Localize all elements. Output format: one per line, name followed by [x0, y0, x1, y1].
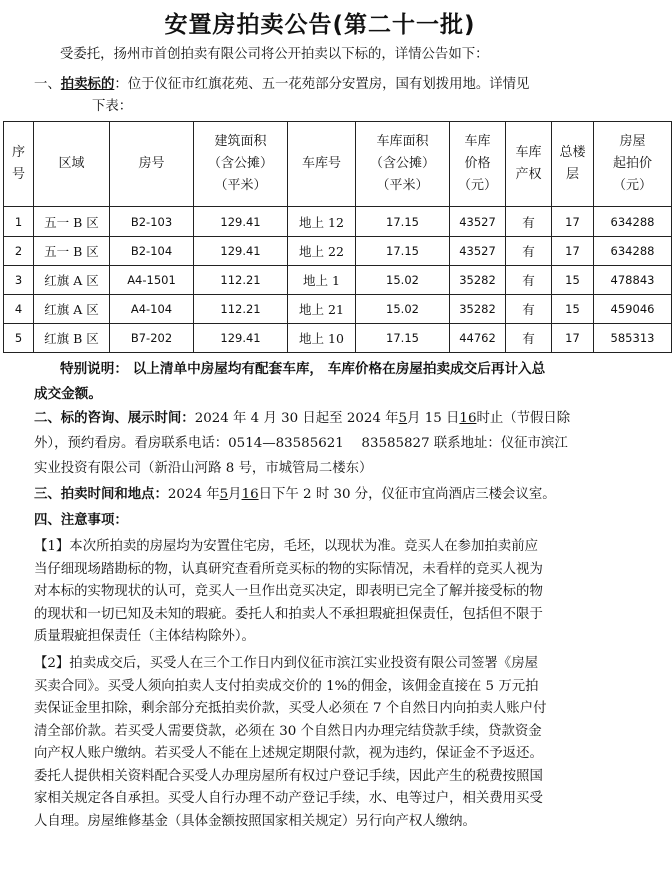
section-1-number: 一、: [34, 77, 61, 92]
cell-floors: 15: [552, 266, 594, 295]
header-build-area: 建筑面积 （含公摊） （平米）: [194, 122, 288, 207]
table-row: [4, 324, 672, 353]
section-1-line-2: 下表：: [92, 99, 133, 114]
header-garage-price: 车库 价格 （元）: [450, 122, 506, 207]
section-2-line-3: 实业投资有限公司（新沿山河路 8 号，市城管局二楼东）: [34, 461, 373, 476]
cell-garage-price: 44762: [450, 324, 506, 353]
table-body: [4, 207, 672, 353]
cell-area: 红旗 B 区: [34, 324, 110, 353]
cell-room: B2-103: [110, 207, 194, 237]
cell-right: 有: [506, 324, 552, 353]
section-2-heading: 二、标的咨询、展示时间：: [34, 411, 195, 426]
header-garage-right: 车库 产权: [506, 122, 552, 207]
page-title: 安置房拍卖公告(第二十一批): [164, 12, 476, 38]
table-row: [4, 237, 672, 266]
cell-area: 红旗 A 区: [34, 295, 110, 324]
cell-garage-no: 地上 12: [288, 207, 356, 237]
cell-right: 有: [506, 237, 552, 266]
cell-floors: 17: [552, 207, 594, 237]
section-1-line-1: [34, 76, 529, 94]
cell-garage-area: 15.02: [356, 266, 450, 295]
cell-build-area: 129.41: [194, 324, 288, 353]
section-1-text: ：位于仪征市红旗花苑、五一花苑部分安置房，国有划拨用地。详情见: [114, 77, 530, 92]
cell-price: 478843: [594, 266, 672, 295]
cell-seq: 5: [4, 324, 34, 353]
header-garage-no: 车库号: [288, 122, 356, 207]
cell-garage-no: 地上 22: [288, 237, 356, 266]
cell-garage-area: 17.15: [356, 237, 450, 266]
section-2-line-2: 外），预约看房。看房联系电话：0514—83585621 83585827 联系地址：仪征市滨江: [34, 436, 568, 451]
table-row: [4, 207, 672, 237]
cell-build-area: 129.41: [194, 237, 288, 266]
section-3-heading: 三、拍卖时间和地点：: [34, 487, 168, 502]
header-area: 区域: [34, 122, 110, 207]
cell-garage-area: 15.02: [356, 295, 450, 324]
header-seq: 序 号: [4, 122, 34, 207]
cell-garage-price: 43527: [450, 207, 506, 237]
cell-right: 有: [506, 207, 552, 237]
cell-right: 有: [506, 295, 552, 324]
cell-price: 634288: [594, 237, 672, 266]
cell-garage-no: 地上 10: [288, 324, 356, 353]
cell-build-area: 112.21: [194, 266, 288, 295]
header-floors: 总楼 层: [552, 122, 594, 207]
cell-area: 五一 B 区: [34, 237, 110, 266]
cell-room: A4-104: [110, 295, 194, 324]
table-row: [4, 295, 672, 324]
section-4-heading: 四、注意事项：: [34, 513, 128, 528]
notice-item-1: 【1】本次所拍卖的房屋均为安置住宅房，毛坯，以现状为准。竞买人在参加拍卖前应 当仔细现场踏勘标的物，认真研究查看所竞买标的物的实际情况，未看样的竞买人视为 对本标的实物现状的认可，竞买人一旦作出竞买决定，即表明已完全了解并接受标的物 的现状和一切已知及未知的瑕疵。委托人和拍卖人不承担瑕疵担保责任，包括但不限于 质量瑕疵担保责任（主体结构除外）。: [34, 539, 543, 644]
cell-floors: 17: [552, 237, 594, 266]
cell-garage-area: 17.15: [356, 324, 450, 353]
cell-room: A4-1501: [110, 266, 194, 295]
cell-price: 459046: [594, 295, 672, 324]
cell-floors: 15: [552, 295, 594, 324]
intro-text: 受委托，扬州市首创拍卖有限公司将公开拍卖以下标的，详情公告如下：: [60, 47, 489, 62]
header-garage-area: 车库面积 （含公摊） （平米）: [356, 122, 450, 207]
cell-room: B2-104: [110, 237, 194, 266]
cell-right: 有: [506, 266, 552, 295]
cell-garage-price: 35282: [450, 266, 506, 295]
cell-floors: 17: [552, 324, 594, 353]
cell-garage-price: 35282: [450, 295, 506, 324]
cell-build-area: 112.21: [194, 295, 288, 324]
cell-area: 五一 B 区: [34, 207, 110, 237]
section-3-line: 三、拍卖时间和地点：2024 年5月16日下午 2 时 30 分，仪征市宜尚酒店三楼会议室。: [34, 487, 556, 502]
header-room: 房号: [110, 122, 194, 207]
header-start-price: 房屋 起拍价 （元）: [594, 122, 672, 207]
table-row: [4, 266, 672, 295]
cell-seq: 1: [4, 207, 34, 237]
section-2-line-1: 二、标的咨询、展示时间：2024 年 4 月 30 日起至 2024 年5月 15 日16时止（节假日除: [34, 411, 571, 426]
cell-seq: 3: [4, 266, 34, 295]
cell-garage-price: 43527: [450, 237, 506, 266]
notice-item-2: 【2】拍卖成交后，买受人在三个工作日内到仪征市滨江实业投资有限公司签署《房屋 买卖合同》。买受人须向拍卖人支付拍卖成交价的 1%的佣金，该佣金直接在 5 万元拍 卖保证金里扣除，剩余部分充抵拍卖价款，买受人必须在 7 个自然日内向拍卖人账户付 清全部价款。若买受人需要贷款，必须在 30 个自然日内办理完结贷款手续，贷款资金 向产权人账户缴纳。若买受人不能在上述规定期限付款，视为违约，保证金不予返还。 委托人提供相关资料配合买受人办理房屋所有权过户登记手续，因此产生的税费按照国 家相关规定各自承担。买受人自行办理不动产登记手续，水、电等过户，相关费用买受 人自理。房屋维修基金（具体金额按照国家相关规定）另行向产权人缴纳。: [34, 656, 547, 829]
cell-price: 585313: [594, 324, 672, 353]
cell-seq: 4: [4, 295, 34, 324]
cell-price: 634288: [594, 207, 672, 237]
cell-area: 红旗 A 区: [34, 266, 110, 295]
cell-garage-area: 17.15: [356, 207, 450, 237]
cell-build-area: 129.41: [194, 207, 288, 237]
cell-garage-no: 地上 1: [288, 266, 356, 295]
section-1-heading: 拍卖标的: [60, 77, 115, 92]
special-note-line-1: 特别说明： 以上清单中房屋均有配套车库， 车库价格在房屋拍卖成交后再计入总: [60, 361, 546, 377]
property-table: [3, 121, 672, 353]
table-header-row: [4, 122, 672, 207]
cell-seq: 2: [4, 237, 34, 266]
special-note-line-2: 成交金额。: [34, 386, 102, 402]
cell-garage-no: 地上 21: [288, 295, 356, 324]
cell-room: B7-202: [110, 324, 194, 353]
